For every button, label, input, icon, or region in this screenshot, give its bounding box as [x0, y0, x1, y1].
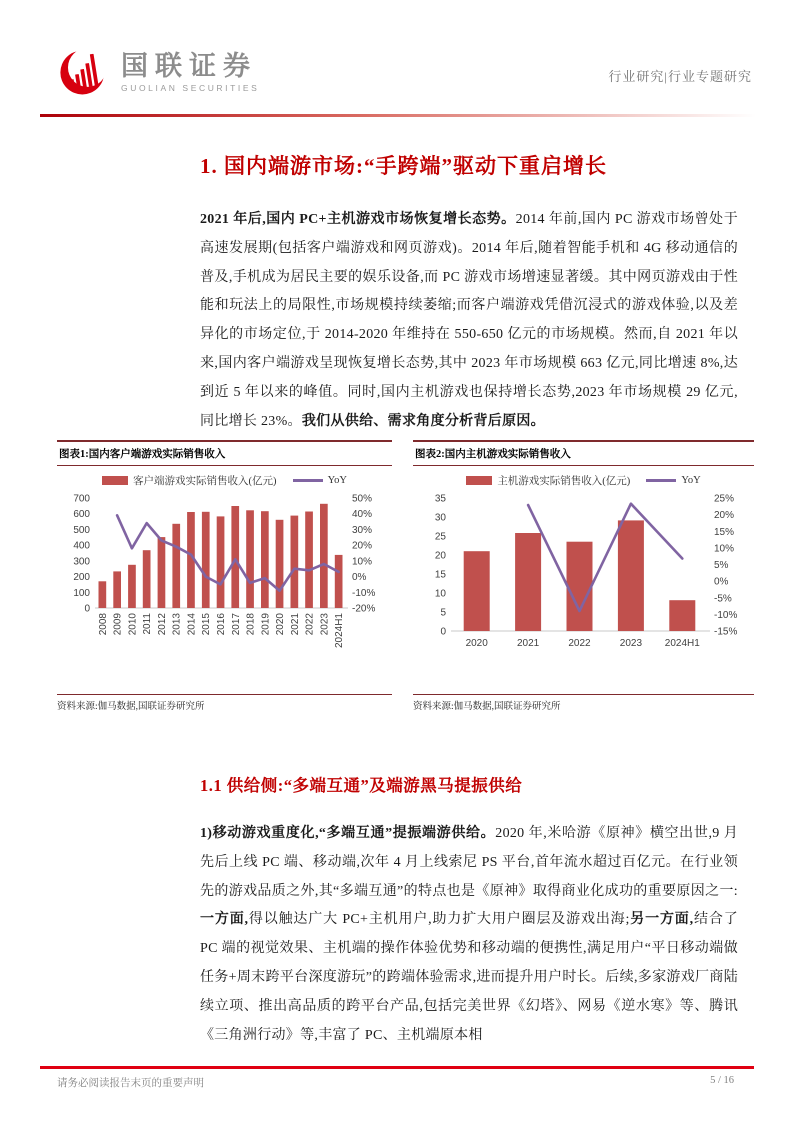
bar — [172, 524, 180, 608]
svg-text:2015: 2015 — [201, 613, 213, 636]
bar — [231, 506, 239, 608]
chart-legend — [413, 473, 754, 488]
svg-text:2016: 2016 — [216, 613, 227, 636]
svg-text:200: 200 — [73, 572, 90, 584]
figure-2-caption: 图表2:国内主机游戏实际销售收入 — [413, 440, 754, 466]
figure-1-client-games — [57, 440, 392, 712]
svg-text:2013: 2013 — [171, 613, 183, 636]
bar — [276, 520, 284, 608]
bar — [261, 511, 269, 608]
svg-text:2010: 2010 — [127, 613, 139, 636]
footer-page-number: 5 / 16 — [710, 1075, 734, 1086]
svg-text:0: 0 — [84, 603, 90, 615]
brand — [57, 42, 259, 103]
bar — [305, 512, 313, 609]
figure-1-chart — [57, 466, 392, 694]
guolian-logo-icon — [57, 42, 111, 103]
legend-item — [466, 473, 630, 488]
section-1-heading: 1. 国内端游市场:“手跨端”驱动下重启增长 — [200, 154, 607, 178]
section-1-1-paragraph — [200, 820, 738, 1050]
svg-text:0: 0 — [440, 626, 446, 638]
footer-disclaimer: 请务必阅读报告末页的重要声明 — [57, 1078, 204, 1089]
text-segment: 我们从供给、需求角度分析背后原因。 — [301, 413, 545, 429]
svg-text:15%: 15% — [714, 526, 735, 538]
legend-line-swatch — [646, 479, 676, 482]
svg-text:-20%: -20% — [352, 603, 376, 615]
legend-label: YoY — [681, 475, 701, 486]
chart-canvas — [413, 490, 754, 668]
legend-item — [646, 475, 700, 486]
legend-label: YoY — [327, 475, 347, 486]
bar — [291, 516, 299, 608]
svg-text:2009: 2009 — [112, 613, 124, 636]
svg-text:2023: 2023 — [619, 638, 643, 649]
page-footer — [57, 1075, 734, 1090]
bar — [217, 516, 225, 608]
legend-bar-swatch — [102, 476, 128, 485]
bar-series — [99, 504, 343, 608]
bar — [464, 551, 490, 631]
svg-text:2024H1: 2024H1 — [334, 613, 346, 649]
bar — [246, 510, 254, 608]
report-category: 行业研究|行业专题研究 — [608, 69, 752, 84]
bar — [143, 550, 151, 608]
brand-name-en: GUOLIAN SECURITIES — [121, 83, 260, 94]
brand-text — [121, 52, 259, 94]
chart-canvas — [57, 490, 392, 668]
figure-1-source: 资料来源:伽马数据,国联证券研究所 — [57, 694, 392, 712]
svg-text:50%: 50% — [352, 493, 373, 505]
svg-text:-5%: -5% — [714, 593, 732, 605]
bar — [113, 571, 121, 608]
bar — [128, 565, 136, 608]
svg-text:400: 400 — [73, 540, 90, 552]
svg-text:700: 700 — [73, 493, 90, 505]
svg-text:10: 10 — [434, 588, 446, 600]
svg-text:25: 25 — [434, 531, 446, 543]
bar — [158, 537, 166, 608]
svg-text:20%: 20% — [352, 540, 373, 552]
svg-text:600: 600 — [73, 509, 90, 521]
text-segment: 1)移动游戏重度化,“多端互通”提振端游供给。 — [200, 826, 496, 841]
figure-1-caption: 图表1:国内客户端游戏实际销售收入 — [57, 440, 392, 466]
bar — [669, 600, 695, 631]
bar — [618, 520, 644, 631]
text-segment: 得以触达广大 PC+主机用户,助力扩大用户圈层及游戏出海; — [248, 912, 630, 928]
svg-text:2020: 2020 — [465, 638, 488, 649]
svg-text:2022: 2022 — [568, 638, 591, 649]
svg-text:2024H1: 2024H1 — [664, 638, 700, 649]
figures-row — [57, 440, 754, 712]
yoy-line — [528, 504, 682, 611]
svg-text:-10%: -10% — [714, 609, 738, 621]
page-header — [57, 42, 752, 103]
svg-text:2022: 2022 — [304, 613, 316, 636]
legend-bar-swatch — [466, 476, 492, 485]
text-segment: 2014 年前,国内 PC 游戏市场曾处于高速发展期(包括客户端游戏和网页游戏)。2014 年后,随着智能手机和 4G 移动通信的普及,手机成为居民主要的娱乐设备,而 PC 游戏市场增速显著缓。其中网页游戏由于性能和玩法上的局限性,市场规模持续萎缩;而客户端游戏凭借沉浸式的游戏体验,以及差异化的市场定位,于 2014-2020 年维持在 550-650 亿元的市场规模。然而,自 2021 年以来,国内客户端游戏呈现恢复增长态势,其中 2023 年市场规模 663 亿元,同比增速 8%,达到近 5 年以来的峰值。同时,国内主机游戏也保持增长态势,2023 年市场规模 29 亿元,同比增长 23%。 — [200, 212, 738, 429]
svg-text:10%: 10% — [352, 556, 373, 568]
svg-text:2023: 2023 — [319, 613, 331, 636]
x-axis-labels — [466, 638, 701, 649]
svg-text:100: 100 — [73, 587, 90, 599]
svg-text:15: 15 — [434, 569, 446, 581]
text-segment: 2020 年,米哈游《原神》横空出世,9 月先后上线 PC 端、移动端,次年 4 月上线索尼 PS 平台,首年流水超过百亿元。在行业领先的游戏品质之外,其“多端互通”的特点也是《原神》取得商业化成功的重要原因之一: — [200, 826, 739, 899]
legend-label: 主机游戏实际销售收入(亿元) — [497, 476, 631, 487]
svg-text:2017: 2017 — [230, 613, 242, 636]
header-divider — [40, 114, 756, 117]
svg-text:2011: 2011 — [142, 613, 154, 635]
svg-text:2012: 2012 — [156, 613, 168, 636]
text-segment: 结合了 PC 端的视觉效果、主机端的操作体验优势和移动端的便携性,满足用户“平日移动端做任务+周末跨平台深度游玩”的跨端体验需求,进而提升用户时长。后续,多家游戏厂商陆续立项、推出高品质的跨平台产品,包括完美世界《幻塔》、网易《逆水寒》等、腾讯《三角洲行动》等,丰富了 PC、主机端原本相 — [200, 912, 738, 1043]
legend-item — [102, 473, 277, 488]
svg-text:2021: 2021 — [516, 638, 540, 649]
svg-text:0%: 0% — [352, 572, 367, 584]
bar — [320, 504, 328, 608]
svg-text:2021: 2021 — [289, 613, 301, 636]
legend-line-swatch — [293, 479, 323, 482]
svg-text:2018: 2018 — [245, 613, 257, 636]
svg-text:20: 20 — [434, 550, 446, 562]
svg-text:20%: 20% — [714, 510, 735, 522]
figure-2-chart — [413, 466, 754, 694]
svg-text:5: 5 — [440, 607, 446, 619]
footer-divider — [40, 1066, 754, 1069]
svg-text:25%: 25% — [714, 493, 735, 505]
svg-text:40%: 40% — [352, 509, 373, 521]
svg-text:10%: 10% — [714, 543, 735, 555]
text-segment: 另一方面, — [629, 912, 694, 928]
legend-item — [293, 475, 347, 486]
bar — [202, 512, 210, 608]
legend-label: 客户端游戏实际销售收入(亿元) — [133, 476, 277, 487]
text-segment: 2021 年后,国内 PC+主机游戏市场恢复增长态势。 — [200, 212, 516, 227]
svg-text:2008: 2008 — [97, 613, 109, 636]
svg-text:-15%: -15% — [714, 626, 738, 638]
figure-2-source: 资料来源:伽马数据,国联证券研究所 — [413, 694, 754, 712]
bar — [99, 581, 107, 608]
svg-text:2020: 2020 — [275, 613, 287, 636]
brand-name-cn: 国联证券 — [121, 50, 257, 81]
svg-text:300: 300 — [73, 556, 90, 568]
bar — [335, 555, 343, 608]
svg-text:30: 30 — [434, 512, 446, 524]
svg-text:30%: 30% — [352, 524, 373, 536]
svg-text:0%: 0% — [714, 576, 729, 588]
chart-legend — [57, 473, 392, 488]
svg-text:35: 35 — [434, 493, 446, 505]
figure-2-console-games — [413, 440, 754, 712]
svg-text:500: 500 — [73, 524, 90, 536]
svg-text:5%: 5% — [714, 560, 729, 571]
svg-text:2014: 2014 — [186, 613, 198, 636]
section-1-1-heading: 1.1 供给侧:“多端互通”及端游黑马提振供给 — [200, 776, 523, 795]
x-axis-labels — [98, 613, 345, 648]
svg-text:-10%: -10% — [352, 587, 376, 599]
bar — [515, 533, 541, 631]
section-1-paragraph — [200, 206, 738, 436]
text-segment: 一方面, — [200, 912, 249, 928]
bar — [567, 542, 593, 631]
svg-text:2019: 2019 — [260, 613, 272, 636]
